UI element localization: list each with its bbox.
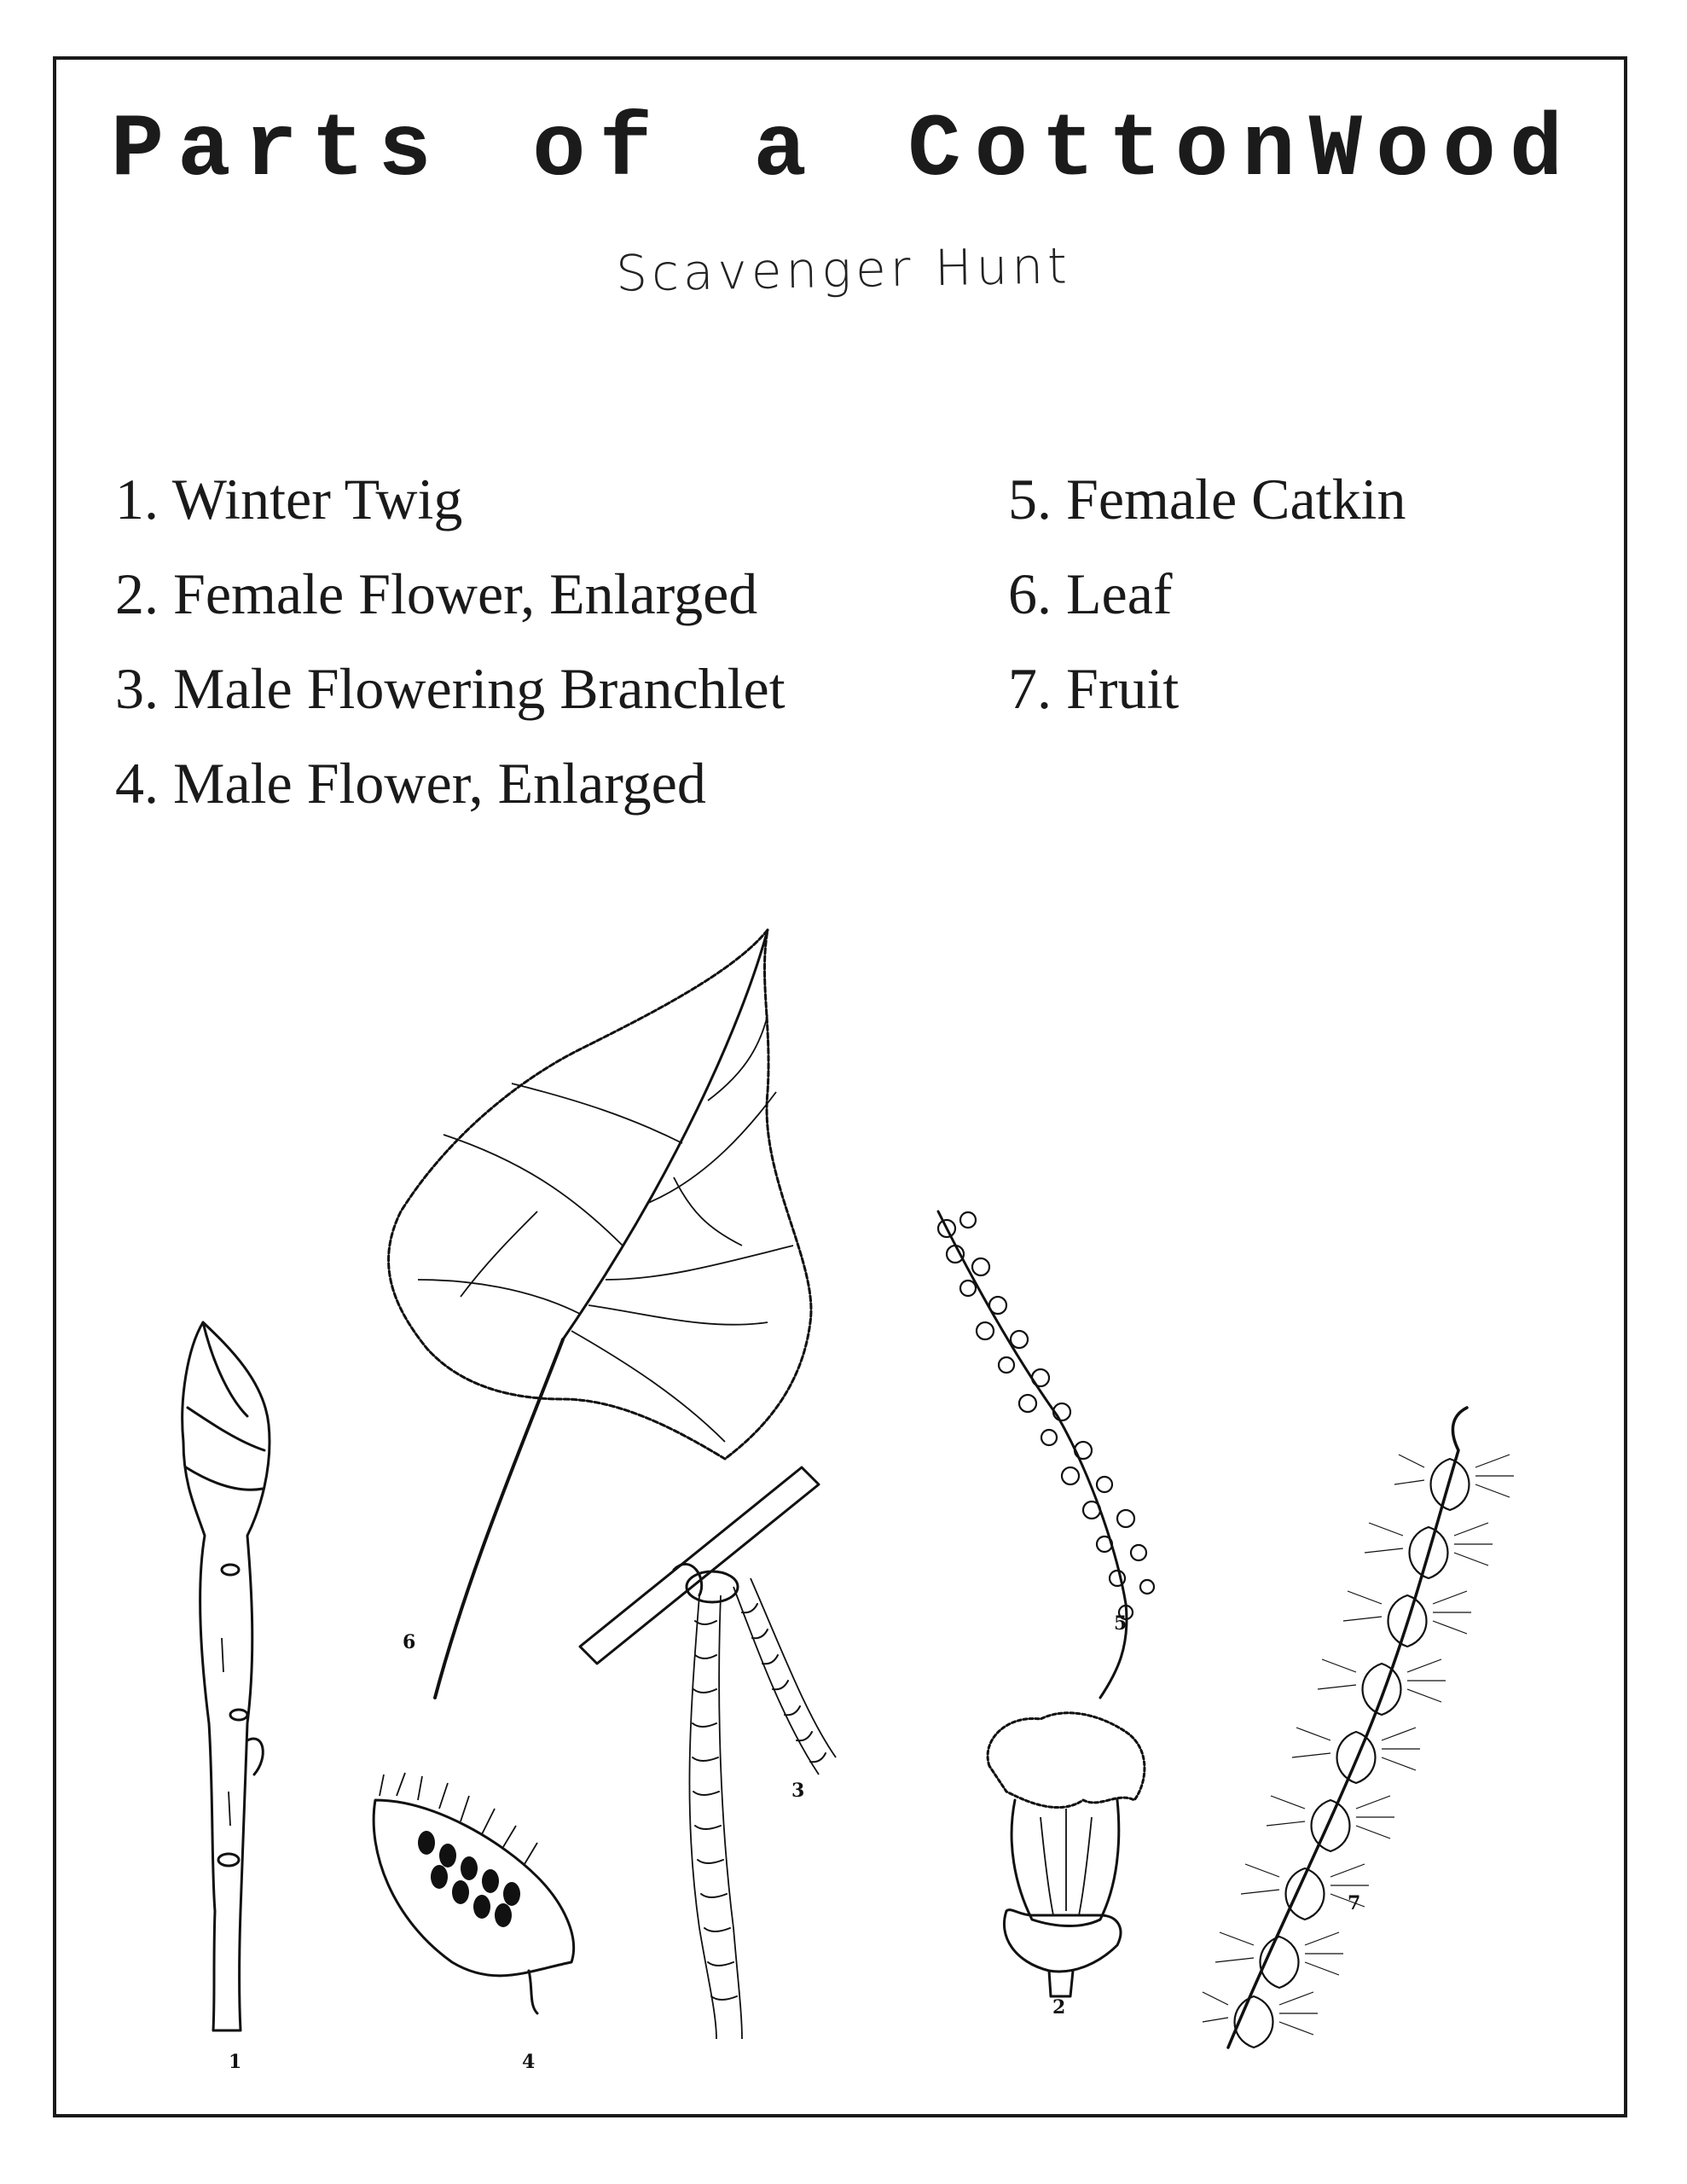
- list-item: 7. Fruit: [1008, 656, 1180, 721]
- list-item: 3. Male Flowering Branchlet: [115, 656, 786, 721]
- page-subtitle: Scavenger Hunt: [615, 236, 1072, 303]
- list-item: 4. Male Flower, Enlarged: [115, 751, 706, 816]
- figure-number-7: 7: [1348, 1892, 1361, 1914]
- parts-list-right: [1008, 452, 1406, 736]
- figure-number-1: 1: [229, 2051, 242, 2073]
- figure-number-2: 2: [1052, 1996, 1066, 2018]
- fruit-illustration: [1194, 1399, 1518, 2065]
- list-item: 1. Winter Twig: [115, 467, 463, 531]
- page-title: Parts of a CottonWood: [110, 101, 1577, 201]
- list-item: 6. Leaf: [1008, 561, 1173, 626]
- parts-list-left: [115, 452, 786, 831]
- male-flower-illustration: [358, 1766, 597, 2022]
- male-branchlet-illustration: [571, 1450, 844, 2048]
- female-catkin-illustration: [921, 1194, 1177, 1706]
- list-item: 5. Female Catkin: [1008, 467, 1406, 531]
- winter-twig-illustration: [162, 1314, 299, 2039]
- female-flower-illustration: [972, 1706, 1160, 2013]
- figure-number-6: 6: [403, 1631, 416, 1653]
- figure-number-4: 4: [522, 2051, 536, 2073]
- list-item: 2. Female Flower, Enlarged: [115, 561, 758, 626]
- figure-number-3: 3: [791, 1780, 805, 1802]
- figure-number-5: 5: [1114, 1612, 1128, 1635]
